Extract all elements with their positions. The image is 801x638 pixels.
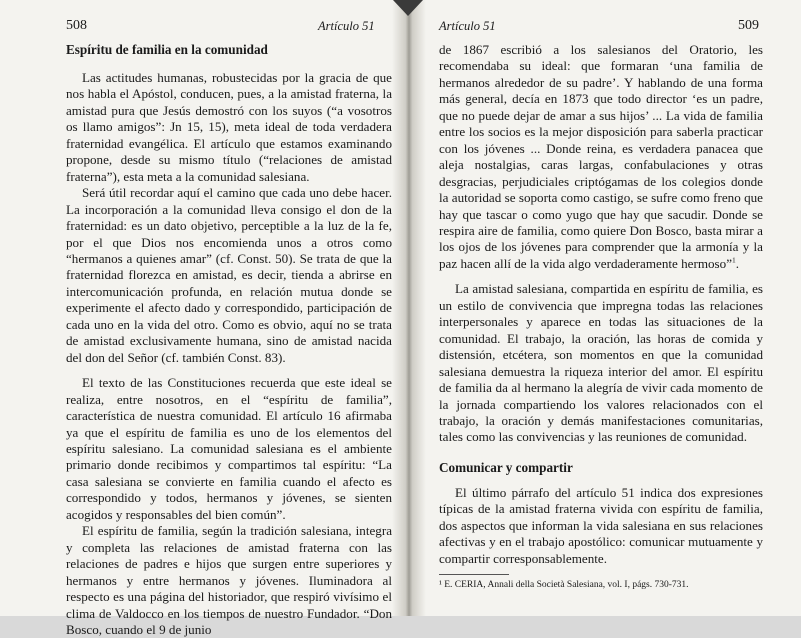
right-section-text xyxy=(439,485,763,567)
book-gutter xyxy=(392,0,426,616)
right-running-head: Artículo 51 xyxy=(439,19,496,33)
right-section-heading: Comunicar y compartir xyxy=(439,460,573,475)
footnote: ¹ E. CERIA, Annali della Società Salesiana, vol. I, págs. 730-731. xyxy=(439,580,689,590)
right-page-number: 509 xyxy=(738,18,759,33)
footnote-reference: 1 xyxy=(732,255,736,265)
right-page xyxy=(421,0,801,616)
left-running-head: Artículo 51 xyxy=(318,19,375,33)
left-section-heading: Espíritu de familia en la comunidad xyxy=(66,42,268,57)
left-page-number: 508 xyxy=(66,18,87,33)
left-paragraph: El texto de las Constituciones recuerda que este ideal se realiza, entre nosotros, en el “espíritu de familia”, característica de nuestra comunidad. El artículo 16 afirmaba ya que el espíritu de familia es uno de los elementos del espíritu salesiano. La comunidad salesiana es el ambiente primario donde recibimos y compartimos tal espíritu: “La casa salesiana se convierte en familia cuando el afecto es correspondido y todos, hermanos y jóvenes, se sienten acogidos y responsables del bien común”. xyxy=(66,375,392,522)
right-paragraph: La amistad salesiana, compartida en espíritu de familia, es un estilo de convivencia que impregna todas las relaciones interpersonales y aparece en todas las situaciones de la comunidad. El trabajo, la oración, las horas de comida y distensión, etcétera, son momentos en que la comunidad salesiana demuestra la riqueza interior del amor. El espíritu de familia da al hermano la alegría de vivir cada momento de la jornada compartiendo los valores relacionados con el trabajo, la oración y demás manifestaciones comunitarias, tales como las convivencias y las reuniones de comunidad. xyxy=(439,281,763,445)
left-page xyxy=(0,0,400,637)
right-section-paragraph: El último párrafo del artículo 51 indica dos expresiones típicas de la amistad fraterna vivida con espíritu de familia, dos aspectos que informan la vida salesiana en sus relaciones afectivas y en el trabajo apostólico: comunicar mutuamente y compartir corresponsablemente. xyxy=(439,485,763,566)
footnote-divider xyxy=(439,574,509,575)
right-body-text xyxy=(439,42,763,446)
left-paragraph: Las actitudes humanas, robustecidas por la gracia de que nos habla el Apóstol, conducen, pues, a la amistad fraterna, la amistad pura que Jesús demostró con los suyos (“a vosotros os llamo amigos”: Jn 15, 15), meta ideal de toda verdadera fraternidad evangélica. El artículo que estamos examinando propone, desde su mismo título (“relaciones de amistad fraterna”), esta meta a la comunidad salesiana. xyxy=(66,70,392,184)
left-paragraph: El espíritu de familia, según la tradición salesiana, integra y completa las relaciones de amistad fraterna con las relaciones de padres e hijos que surgen entre superiores y hermanos y entre hermanos y jóvenes. Iluminadora al respecto es una página del historiador, que respiró vivísimo el clima de Valdocco en los tiempos de nuestro Fundador. “Don Bosco, cuando el 9 de junio xyxy=(66,523,392,637)
right-paragraph-continued: de 1867 escribió a los salesianos del Oratorio, les recomendaba su ideal: que formaran ‘una familia de hermanos alrededor de su padre’. Y hablando de una forma más general, decía en 1873 que todo director ‘es un padre, que no puede dejar de amar a sus hijos’ ... La vida de familia entre los socios es la mejor disposición para saberla practicar con los jóvenes ... Donde reina, es verdadera panacea que aleja nostalgias, caras largas, confabulaciones y otras desgracias, perjudiciales criptógamas de los colegios donde la autoridad se soporta como castigo, se sufre como freno que hay que tascar o como yugo que hay que sacudir. Donde se respira aire de familia, como quiere Don Bosco, basta mirar a los ojos de los jóvenes para comprender que la armonía y la paz hacen allí de la vida algo verdaderamente hermoso”$^1$. xyxy=(439,42,763,271)
left-body-text xyxy=(66,70,392,638)
left-paragraph: Será útil recordar aquí el camino que cada uno debe hacer. La incorporación a la comunidad lleva consigo el don de la fraternidad: es un dato objetivo, perceptible a la luz de la fe, por el que Dios nos encomienda unos a otros como “hermanos a quienes amar” (cf. Const. 50). Se trata de que la fraternidad florezca en amistad, es decir, tienda a abrirse en intercomunicación profunda, en relación mutua donde se experimente el afecto dado y correspondido, participación de cada uno en la vida del otro. Como es obvio, aquí no se trata de amistad exclusivamente humana, sino de amistad nacida del don del Señor (cf. también Const. 83). xyxy=(66,185,392,365)
